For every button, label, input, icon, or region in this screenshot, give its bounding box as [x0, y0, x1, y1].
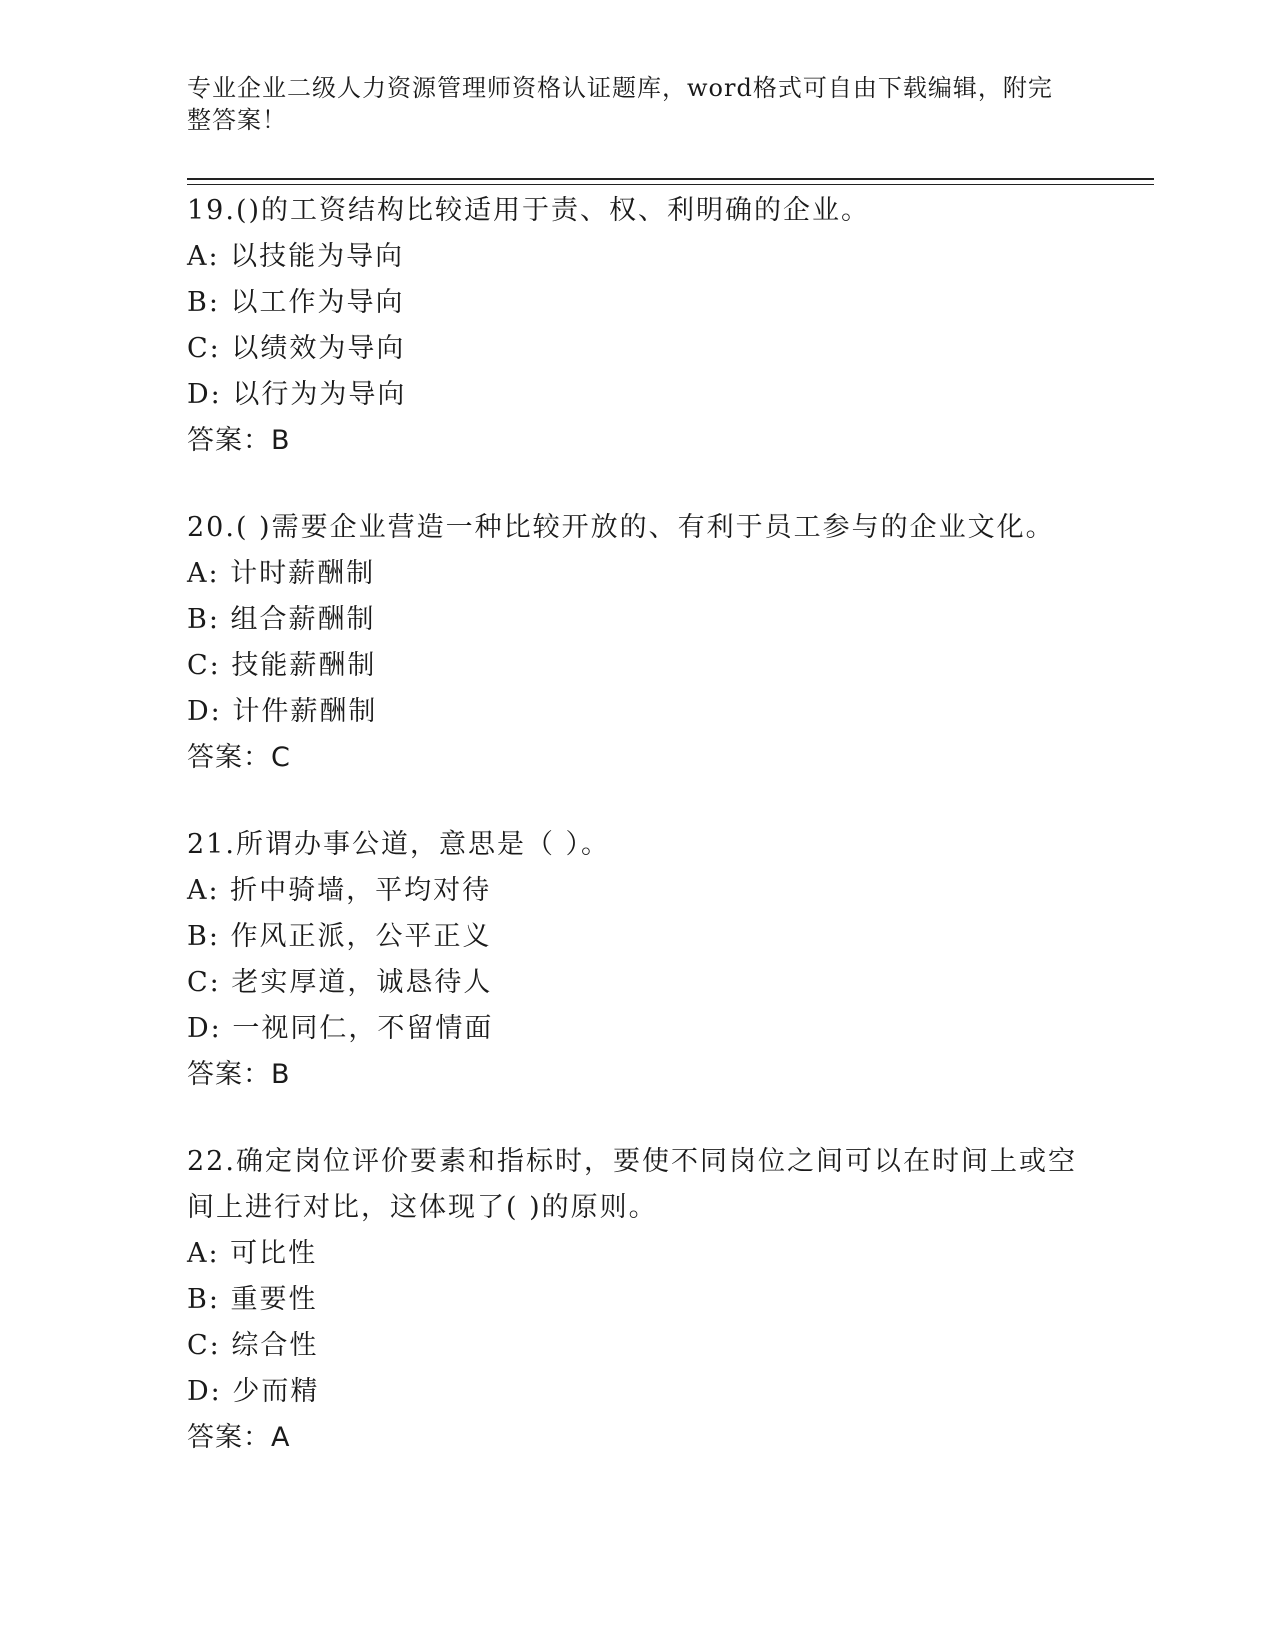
answer: 答案：A [187, 1422, 291, 1453]
option-a: A: 可比性 [187, 1238, 318, 1269]
option-b: B: 作风正派，公平正义 [187, 921, 492, 952]
option-d: D: 少而精 [187, 1376, 320, 1407]
option-a: A: 折中骑墙，平均对待 [187, 875, 492, 906]
option-a: A: 以技能为导向 [187, 241, 405, 272]
option-d: D: 以行为为导向 [187, 379, 407, 410]
option-a: A: 计时薪酬制 [187, 558, 376, 589]
answer: 答案：B [187, 425, 291, 456]
question-stem: 19.()的工资结构比较适用于责、权、利明确的企业。 [187, 195, 871, 226]
header-divider-thin [187, 184, 1154, 185]
question-stem: 20.( )需要企业营造一种比较开放的、有利于员工参与的企业文化。 [187, 512, 1055, 543]
question-list [187, 188, 1087, 1502]
header-divider-thick [187, 178, 1154, 180]
question-stem: 21.所谓办事公道，意思是（ ）。 [187, 829, 611, 860]
answer: 答案：B [187, 1059, 291, 1090]
option-c: C: 综合性 [187, 1330, 319, 1361]
question-21 [187, 822, 1087, 1098]
option-b: B: 以工作为导向 [187, 287, 405, 318]
question-stem: 22.确定岗位评价要素和指标时，要使不同岗位之间可以在时间上或空间上进行对比，这体现了( )的原则。 [187, 1146, 1077, 1223]
option-b: B: 组合薪酬制 [187, 604, 376, 635]
option-d: D: 计件薪酬制 [187, 696, 378, 727]
option-c: C: 老实厚道，诚恳待人 [187, 967, 493, 998]
answer: 答案：C [187, 742, 291, 773]
option-c: C: 以绩效为导向 [187, 333, 406, 364]
question-22 [187, 1139, 1087, 1461]
document-header: 专业企业二级人力资源管理师资格认证题库，word格式可自由下载编辑，附完整答案！ [187, 74, 1053, 134]
option-b: B: 重要性 [187, 1284, 318, 1315]
option-d: D: 一视同仁，不留情面 [187, 1013, 494, 1044]
option-c: C: 技能薪酬制 [187, 650, 377, 681]
question-20 [187, 505, 1087, 781]
question-19 [187, 188, 1087, 464]
